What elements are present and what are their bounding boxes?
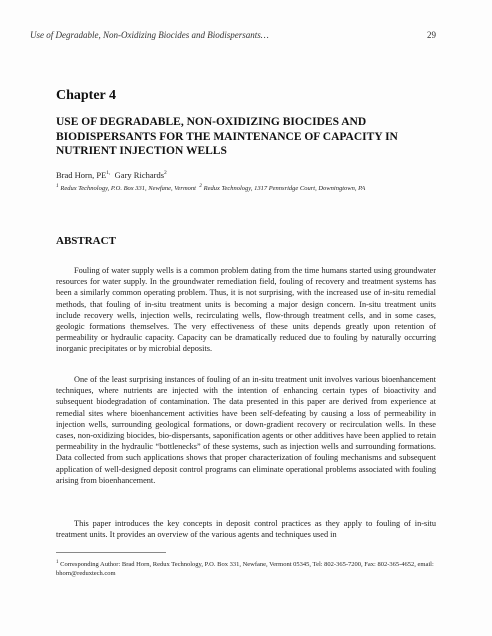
- footnote: [56, 558, 436, 578]
- paper-title: USE OF DEGRADABLE, NON-OXIDIZING BIOCIDES AND BIODISPERSANTS FOR THE MAINTENANCE OF CAPACITY IN NUTRIENT INJECTION WELLS: [56, 116, 398, 157]
- author-1-name: Brad Horn, PE: [56, 169, 107, 180]
- footnote-text: Corresponding Author: Brad Horn, Redux Technology, P.O. Box 331, Newfane, Vermont 05345, Tel: 802-365-7200, Fax: 802-365-4652, email: bhorn@reduxtech.com: [56, 561, 434, 578]
- author-1-superscript: 1,: [106, 170, 111, 176]
- author-2-name: Gary Richards: [114, 169, 165, 180]
- abstract-paragraph-3: This paper introduces the key concepts in deposit control practices as they apply to fouling of in-situ treatment units. It provides an overview of the various agents and techniques used in: [56, 519, 436, 540]
- page-number: 29: [427, 30, 436, 40]
- affiliation-line: [56, 181, 456, 194]
- abstract-paragraph-2: One of the least surprising instances of fouling of an in-situ treatment unit involves various bioenhancement techniques, where nutrients are injected with the intention of enhancing certain types of bioactivity and subsequent biodegradation of contamination. The data presented in this paper are derived from experience at remedial sites where bioenhancement activities have been self-defeating by causing a loss of permeability in injection wells, surrounding geological formations, or down-gradient recovery or recirculation wells. In these cases, non-oxidizing biocides, bio-dispersants, saponification agents or other additives have been applied to retain permeability in the hydraulic “bottlenecks” of these systems, such as injection wells and surrounding formations. Data collected from such applications shows that proper characterization of fouling mechanisms and subsequent application of well-designed deposit control programs can eliminate operational problems associated with fouling arising from bioenhancement.: [56, 375, 436, 485]
- chapter-label: Chapter 4: [56, 88, 117, 103]
- affiliation-2: Redux Technology, 1317 Pennsridge Court, Downingtown, PA: [203, 184, 366, 192]
- author-line: [56, 167, 456, 181]
- affiliation-1: Redux Technology, P.O. Box 331, Newfane, Vermont: [60, 184, 196, 192]
- author-2-superscript: 2: [164, 170, 167, 176]
- running-head-title: Use of Degradable, Non-Oxidizing Biocides and Biodispersants…: [30, 30, 269, 40]
- abstract-heading: ABSTRACT: [56, 235, 116, 247]
- running-head: [30, 30, 436, 40]
- author-block: [56, 167, 456, 194]
- abstract-paragraph-1: Fouling of water supply wells is a common problem dating from the time humans started using groundwater resources for water supply. In the groundwater remediation field, fouling of recovery and treatment systems has been a similarly common operating problem. Thus, it is not surprising, with the increased use of in-situ remedial methods, that fouling of in-situ treatment units is becoming a major design concern. In-situ treatment units include recovery wells, injection wells, recirculating wells, flow-through treatment cells, and in some cases, geologic formations themselves. The very effectiveness of these units depends greatly upon retention of permeability or hydraulic capacity. Capacity can be dramatically reduced due to fouling by naturally occurring inorganic precipitates or by microbial deposits.: [56, 266, 436, 354]
- footnote-divider: [56, 552, 166, 553]
- affiliation-2-superscript: 2: [199, 182, 202, 189]
- footnote-marker: 1: [56, 560, 59, 565]
- affiliation-1-superscript: 1: [56, 182, 59, 189]
